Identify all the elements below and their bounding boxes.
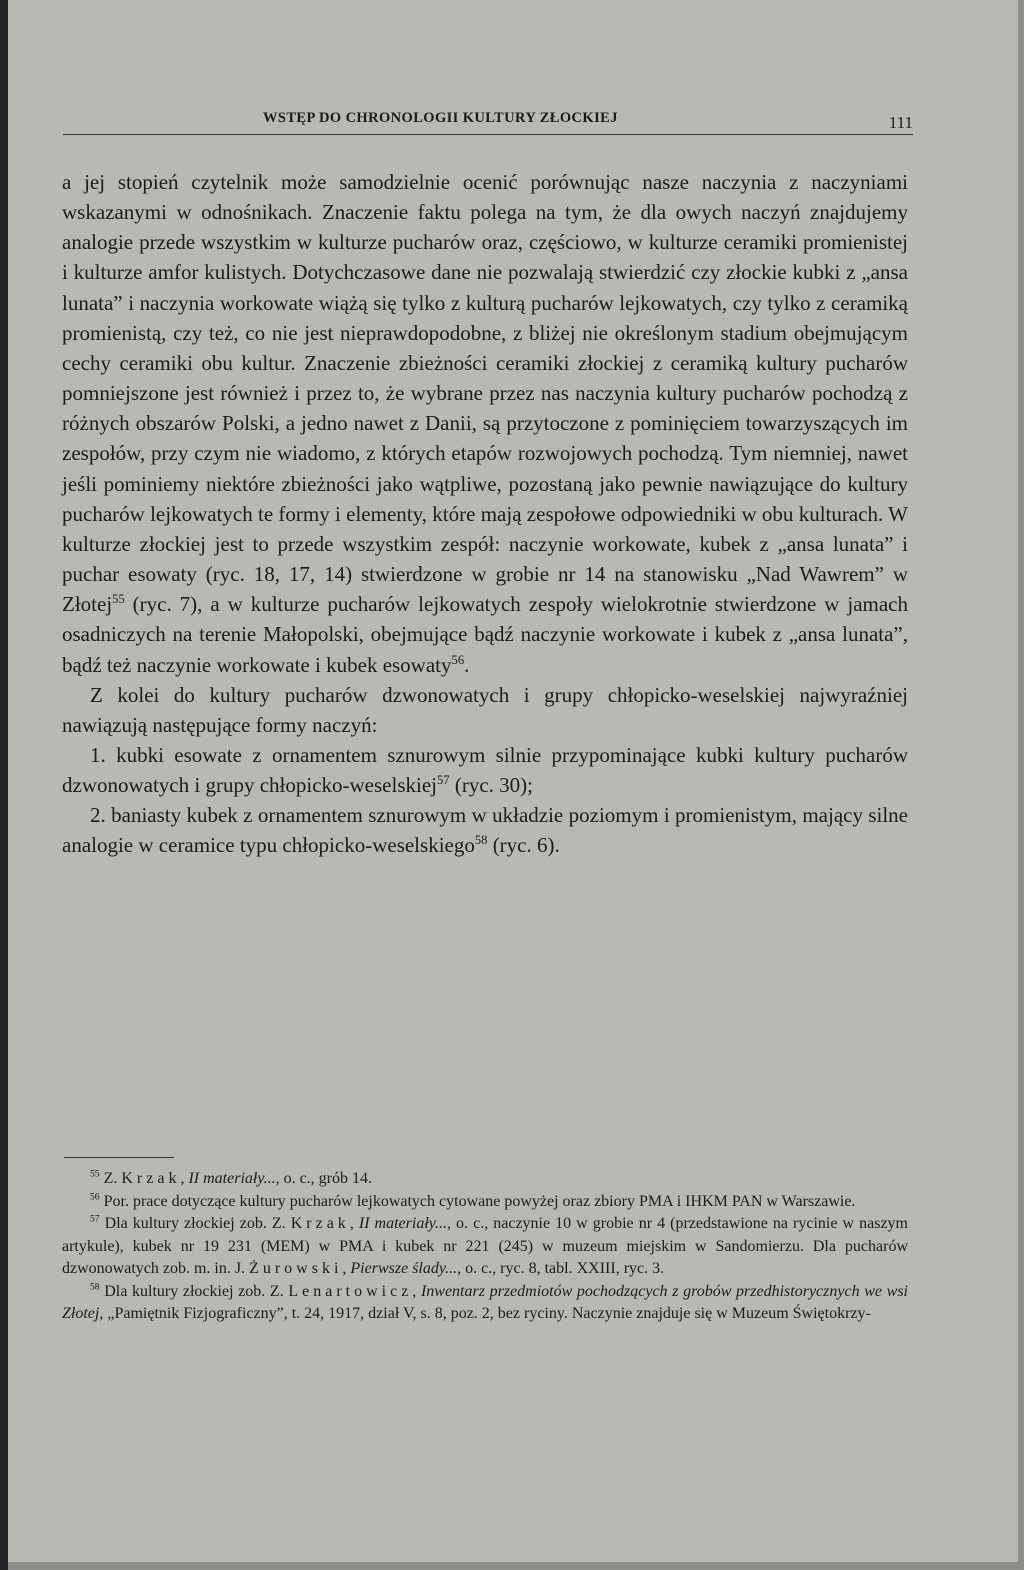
work-title: II materiały... (358, 1215, 447, 1232)
paragraph-text: . (464, 652, 470, 677)
list-item-text: 1. kubki esowate z ornamentem sznurowym silnie przypominające kubki kultury pucharów dzwonowatych i grupy chłopicko-weselskiej (62, 742, 908, 798)
footnote-number: 57 (90, 1213, 100, 1225)
paragraph-text: a jej stopień czytelnik może samodzielnie ocenić porównując nasze naczynia z naczyniami wskazanymi w odnośnikach. Znaczenie faktu polega na tym, że dla owych naczyń znajdujemy analogie przede wszystkim w kulturze pucharów oraz, częściowo, w kulturze ceramiki promienistej i kulturze amfor kulistych. Dotychczasowe dane nie pozwalają stwierdzić czy złockie kubki z „ansa lunata” i naczynia workowate wiążą się tylko z kulturą pucharów lejkowatych, czy tylko z ceramiką promienistą, czy też, co nie jest nieprawdopodobne, z bliżej nie określonym stadium obejmującym cechy ceramiki obu kultur. Znaczenie zbieżności ceramiki złockiej z ceramiką kultury pucharów pomniejszone jest również i przez to, że wybrane przez nas naczynia kultury pucharów pochodzą z różnych obszarów Polski, a jedno nawet z Danii, są przytoczone z pominięciem towarzyszących im zespołów, przy czym nie wiadomo, z których etapów rozwojowych pochodzą. Tym niemniej, nawet jeśli pominiemy niektóre zbieżności jako wątpliwe, pozostaną jako pewnie nawiązujące do kultury pucharów lejkowatych te formy i elementy, które mają zespołowe odpowiedniki w obu kulturach. W kulturze złockiej jest to przede wszystkim zespół: naczynie workowate, kubek z „ansa lunata” i puchar esowaty (ryc. 18, 17, 14) stwierdzone w grobie nr 14 na stanowisku „Nad Wawrem” w Złotej (62, 170, 908, 617)
author-name: Lenartowicz (288, 1282, 413, 1300)
author-name: Krzak (290, 1215, 350, 1232)
footnote-number: 58 (90, 1281, 100, 1293)
paragraph-text: (ryc. 7), a w kulturze pucharów lejkowatych zespoły wielokrotnie stwierdzone w jamach osadniczych na terenie Małopolski, obejmujące bądź naczynie workowate i kubek z „ansa lunata”, bądź też naczynie workowate i kubek esowaty (62, 592, 908, 677)
footnote-number: 56 (90, 1191, 100, 1203)
footnote-text: , (180, 1170, 189, 1187)
scan-edge (0, 0, 8, 1570)
footnote-text: , (342, 1260, 351, 1277)
footnote-text: Dla kultury złockiej zob. Z. (99, 1215, 291, 1232)
page-number: 111 (888, 113, 913, 132)
list-item-text: (ryc. 30); (449, 773, 533, 798)
main-text (62, 167, 908, 861)
running-title: WSTĘP DO CHRONOLOGII KULTURY ZŁOCKIEJ (263, 110, 618, 126)
footnote-text: , „Pamiętnik Fizjograficzny”, t. 24, 1917, dział V, s. 8, poz. 2, bez ryciny. Naczynie znajduje się w Muzeum Świętokrzy- (99, 1305, 871, 1322)
paragraph (62, 680, 908, 740)
footnote-ref: 55 (112, 592, 125, 607)
work-title: II materiały... (188, 1170, 276, 1187)
paragraph-text: Z kolei do kultury pucharów dzwonowatych i grupy chłopicko-weselskiej najwyraźniej nawiązują następujące formy naczyń: (62, 682, 908, 737)
list-item (62, 800, 908, 860)
footnote (62, 1281, 908, 1326)
footnote-text: Z. (99, 1170, 122, 1187)
work-title: Pierwsze ślady... (350, 1260, 458, 1277)
footnote-separator (64, 1157, 174, 1158)
footnote (62, 1213, 908, 1281)
footnote-ref: 57 (437, 773, 450, 788)
footnote-ref: 56 (451, 652, 465, 667)
running-header (63, 104, 913, 135)
footnote-number: 55 (90, 1168, 100, 1180)
list-item (62, 740, 908, 800)
footnote (62, 1191, 908, 1214)
book-page (8, 0, 1018, 1562)
author-name: Krzak (121, 1170, 181, 1187)
footnote-ref: 58 (474, 833, 488, 848)
list-item-text: 2. baniasty kubek z ornamentem sznurowym w układzie poziomym i promienistym, mający silne analogie w ceramice typu chłopicko-weselskiego (62, 803, 908, 858)
footnote-text: Por. prace dotyczące kultury pucharów lejkowatych cytowane powyżej oraz zbiory PMA i IHKM PAN w Warszawie. (99, 1192, 856, 1210)
list-item-text: (ryc. 6). (487, 833, 560, 858)
work-title: Inwentarz przedmiotów pochodzących z grobów przedhistorycznych we wsi Złotej (62, 1282, 909, 1322)
footnote-text: Dla kultury złockiej zob. Z. (99, 1282, 289, 1300)
paragraph (62, 167, 908, 680)
footnote (62, 1168, 908, 1191)
footnote-text: , (349, 1215, 359, 1232)
footnote-text: , o. c., grób 14. (275, 1170, 372, 1187)
footnote-text: , (412, 1282, 421, 1300)
footnote-text: , o. c., ryc. 8, tabl. XXIII, ryc. 3. (457, 1260, 665, 1277)
author-name: Żurowski (249, 1260, 343, 1277)
footnote-text: , o. c., naczynie 10 w grobie nr 4 (przedstawione na rycinie w naszym artykule), kubek nr 19 231 (MEM) w PMA i kubek nr 221 (245) w muzeum miejskim w Sandomierzu. Dla pucharów dzwonowatych zob. m. in. J. (62, 1215, 908, 1277)
footnotes (62, 1168, 908, 1326)
